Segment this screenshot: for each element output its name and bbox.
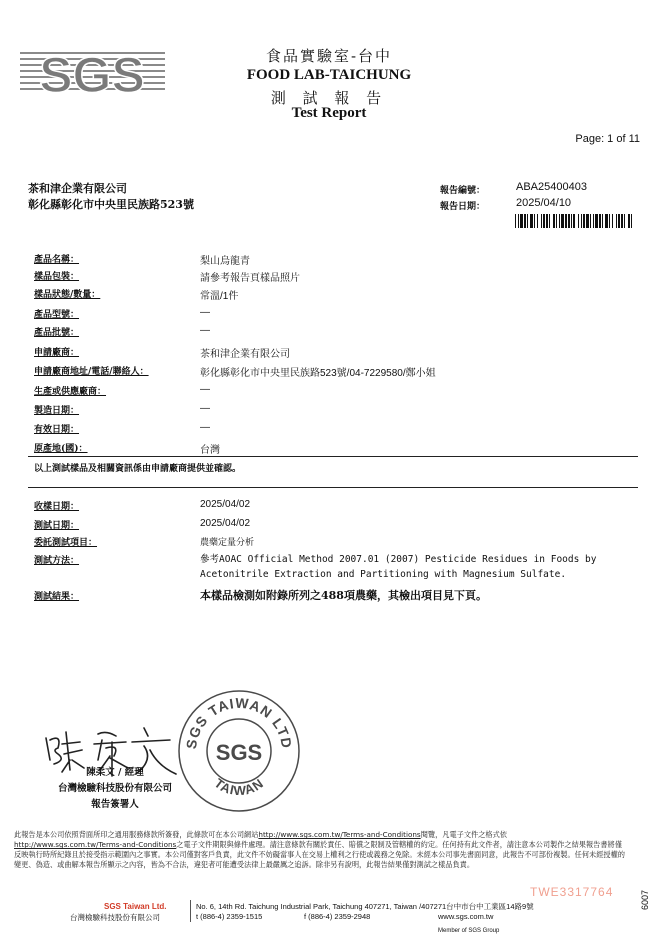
barcode-bar — [546, 214, 548, 228]
field-value: 2025/04/02 — [200, 518, 251, 529]
disclaimer-text: 閱覽，凡電子文件之格式依 — [420, 830, 507, 839]
divider — [28, 456, 638, 457]
client-name: 茶和津企業有限公司 — [28, 182, 127, 195]
barcode-bar — [605, 214, 608, 228]
signer-role: 報告簽署人 — [91, 799, 139, 810]
field-label: 申請廠商地址/電話/聯絡人： — [34, 367, 149, 377]
footer-fax: f (886-4) 2359-2948 — [304, 912, 371, 921]
field-value: 茶和津企業有限公司 — [200, 349, 290, 360]
lab-title-en: FOOD LAB-TAICHUNG — [246, 67, 412, 83]
barcode-bar — [573, 214, 575, 228]
field-label: 樣品包裝： — [34, 272, 80, 282]
barcode-bar — [553, 214, 555, 228]
client-address: 彰化縣彰化市中央里民族路523號 — [28, 198, 194, 211]
report-date-label: 報告日期： — [440, 202, 486, 212]
report-no-value: ABA25400403 — [516, 181, 587, 193]
field-label: 樣品狀態/數量： — [34, 290, 101, 300]
disclaimer-text: 此報告是本公司依照背面所印之通用服務條款所簽發，此條款可在本公司網站 — [14, 830, 259, 839]
result-value: 本樣品檢測如附錄所列之488項農藥，其檢出項目見下頁。 — [200, 589, 487, 602]
field-label: 產品批號： — [34, 328, 80, 338]
serial-number: TWE3317764 — [530, 885, 614, 899]
footer-website[interactable]: www.sgs.com.tw — [438, 912, 494, 921]
footer-divider — [190, 900, 191, 922]
footer-company-en: SGS Taiwan Ltd. — [104, 902, 167, 911]
barcode-bar — [581, 214, 582, 228]
svg-text:SGS: SGS — [39, 47, 145, 100]
disclaimer-text: 之電子文件期限與條件處理。請注意條款有關於責任、賠償之限制及管轄權的約定。任何持有此文件者，請注意本公司製作之結果報告書將僅反映執行時所紀錄且於接受指示範圍內之事實。本公司僅對客戶負責，此文件不妨礙當事人在交易上權利之行使或義務之免除。未經本公司事先書面同意，此報告不可部份複製。任何未經授權的變更、偽造、或曲解本報告所顯示之內容，皆為不合法，違犯者可能遭受法律上最嚴厲之追訴。除非另有說明，此報告結果僅對測試之樣品負責。 — [14, 840, 625, 869]
barcode-bar — [583, 214, 585, 228]
field-value: 常溫/1件 — [200, 291, 239, 302]
terms-link[interactable]: http://www.sgs.com.tw/Terms-and-Conditions — [258, 830, 421, 839]
barcode-bar — [524, 214, 526, 228]
field-value: 2025/04/02 — [200, 499, 251, 510]
barcode-bar — [556, 214, 557, 228]
barcode-bar — [537, 214, 538, 228]
method-value: 參考AOAC Official Method 2007.01 (2007) Pesticide Residues in Foods by Acetonitrile Extraction and Partitioning with Magnesium Sulfate. — [200, 554, 597, 580]
report-barcode — [515, 214, 632, 228]
terms-link[interactable]: http://www.sgs.com.tw/Terms-and-Conditions — [14, 840, 177, 849]
barcode-bar — [602, 214, 603, 228]
barcode-bar — [628, 214, 630, 228]
barcode-bar — [568, 214, 570, 228]
footer-address: No. 6, 14th Rd. Taichung Industrial Park, Taichung 407271, Taiwan /407271台中市台中工業區14路9號 — [196, 902, 534, 911]
seal-top-text: SGS TAIWAN LTD — [182, 694, 296, 750]
barcode-bar — [534, 214, 535, 228]
field-label: 製造日期： — [34, 406, 80, 416]
barcode-bar — [518, 214, 519, 228]
field-label: 有效日期： — [34, 425, 80, 435]
barcode-bar — [527, 214, 528, 228]
result-label: 測試結果： — [34, 592, 80, 602]
field-value: — — [200, 384, 210, 395]
barcode-bar — [590, 214, 591, 228]
field-value: 請參考報告頁樣品照片 — [200, 273, 300, 284]
barcode-bar — [520, 214, 523, 228]
barcode-bar — [543, 214, 545, 228]
barcode-bar — [616, 214, 617, 228]
member-of-sgs: Member of SGS Group — [438, 928, 500, 934]
report-no-label: 報告編號： — [440, 186, 486, 196]
barcode-bar — [559, 214, 560, 228]
barcode-bar — [549, 214, 550, 228]
barcode-bar — [599, 214, 601, 228]
barcode-bar — [541, 214, 542, 228]
barcode-bar — [593, 214, 594, 228]
signer-name-title: 陳柔文 / 經理 — [86, 767, 144, 778]
barcode-bar — [561, 214, 564, 228]
field-value: — — [200, 325, 210, 336]
barcode-bar — [618, 214, 620, 228]
barcode-bar — [612, 214, 613, 228]
barcode-bar — [578, 214, 579, 228]
divider — [28, 487, 638, 488]
footer-company-cn: 台灣檢驗科技股份有限公司 — [70, 913, 160, 922]
footer-tel: t (886-4) 2359-1515 — [196, 912, 263, 921]
field-value: 梨山烏龍青 — [200, 256, 250, 267]
report-title-cn: 測 試 報 告 — [270, 89, 388, 107]
barcode-bar — [624, 214, 625, 228]
side-code: 6007 — [640, 889, 650, 910]
barcode-bar — [571, 214, 572, 228]
field-label: 產品名稱： — [34, 255, 80, 265]
barcode-bar — [530, 214, 533, 228]
report-date-value: 2025/04/10 — [516, 197, 572, 209]
field-value: 彰化縣彰化市中央里民族路523號/04-7229580/鄭小姐 — [200, 368, 436, 379]
field-value: 農藥定量分析 — [200, 538, 255, 548]
field-label: 收樣日期： — [34, 502, 80, 512]
field-value: — — [200, 403, 210, 414]
declaration-note: 以上測試樣品及相關資訊係由申請廠商提供並確認。 — [34, 464, 242, 474]
field-label: 委託測試項目： — [34, 538, 98, 548]
field-label: 原產地(國)： — [34, 444, 88, 454]
disclaimer — [14, 830, 626, 870]
field-value: — — [200, 422, 210, 433]
sgs-seal-stamp — [176, 688, 302, 814]
seal-bottom-text: TAIWAN — [211, 775, 267, 799]
report-title-en: Test Report — [291, 105, 367, 121]
barcode-bar — [631, 214, 632, 228]
signer-company: 台灣檢驗科技股份有限公司 — [57, 783, 172, 794]
barcode-bar — [595, 214, 598, 228]
field-value: 台灣 — [200, 445, 220, 456]
svg-text:TAIWAN — [211, 775, 266, 798]
field-label: 生產或供應廠商： — [34, 387, 107, 397]
method-label: 測試方法： — [34, 556, 80, 566]
barcode-bar — [621, 214, 623, 228]
field-value: — — [200, 307, 210, 318]
barcode-bar — [515, 214, 516, 228]
seal-center-text: SGS — [215, 740, 263, 765]
barcode-bar — [609, 214, 610, 228]
field-label: 申請廠商： — [34, 348, 80, 358]
barcode-bar — [565, 214, 567, 228]
barcode-bar — [586, 214, 589, 228]
lab-title-cn: 食品實驗室-台中 — [265, 47, 393, 65]
page-number: Page: 1 of 11 — [575, 133, 640, 145]
field-label: 測試日期： — [34, 521, 80, 531]
field-label: 產品型號： — [34, 310, 80, 320]
